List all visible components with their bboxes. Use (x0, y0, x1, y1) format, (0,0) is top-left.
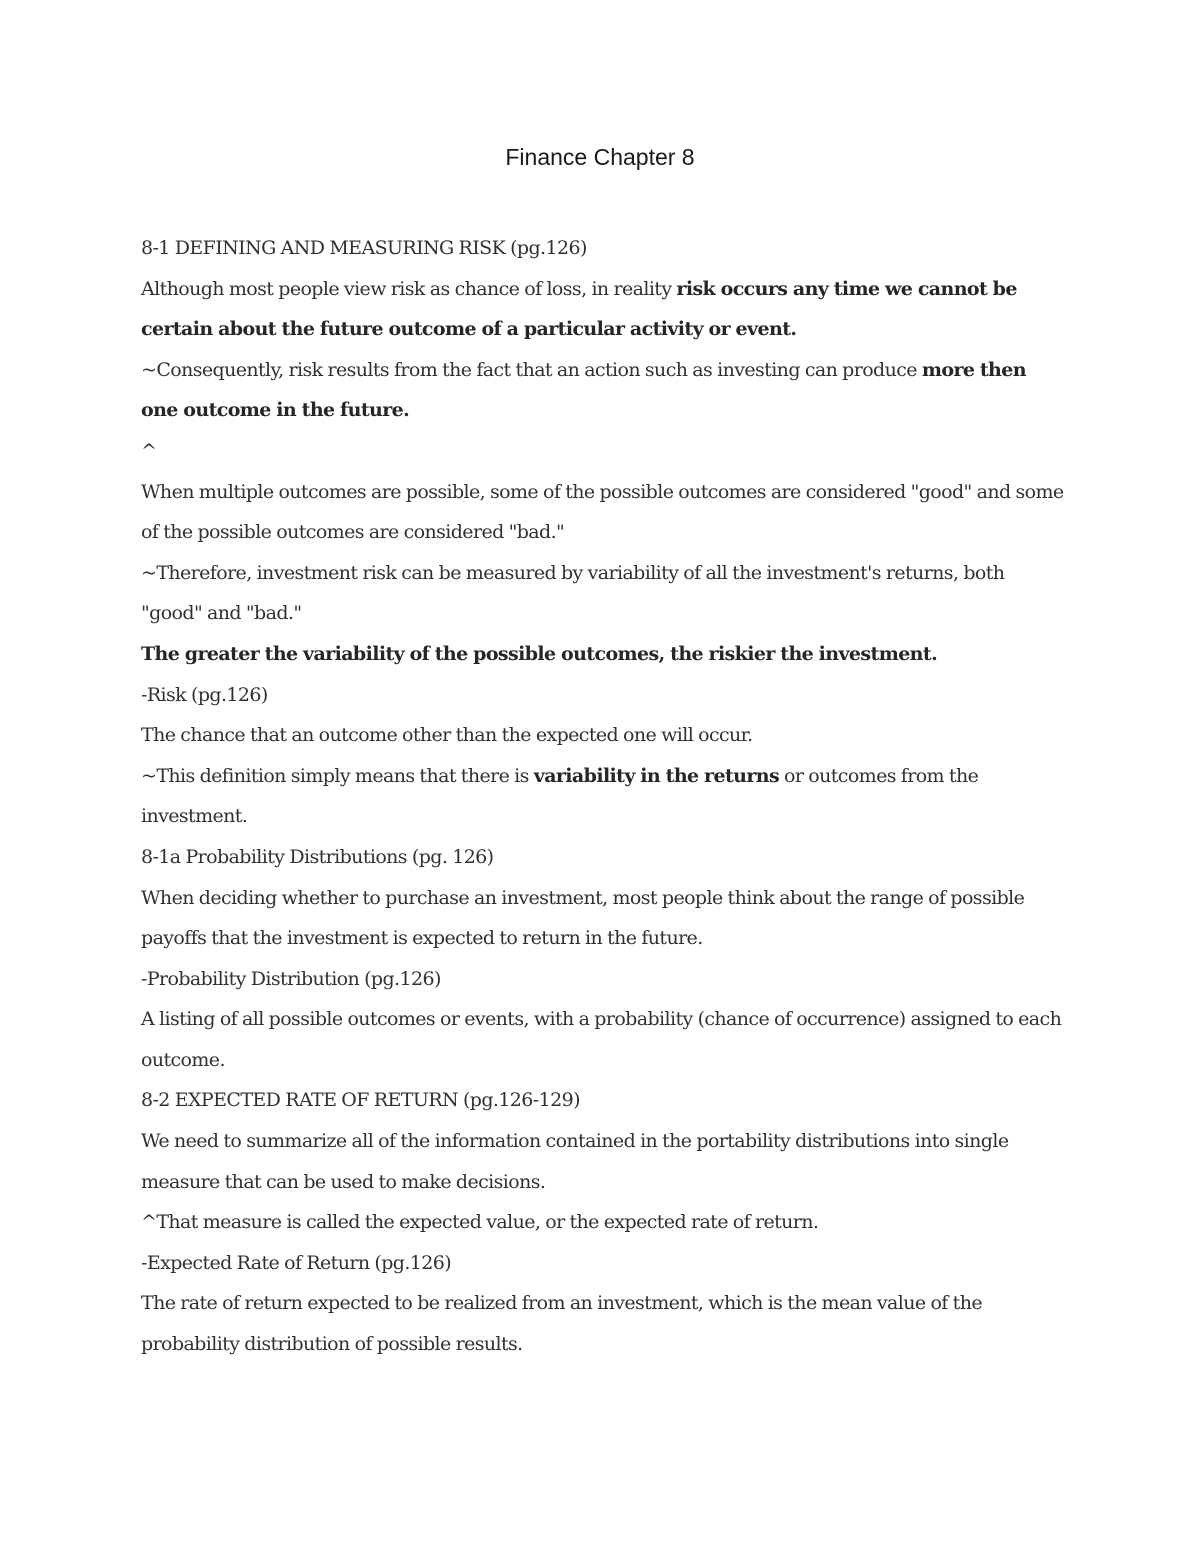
section-heading-8-1: 8-1 DEFINING AND MEASURING RISK (pg.126) (141, 237, 587, 259)
paragraph-expected-value: ^That measure is called the expected value, or the expected rate of return. (141, 1211, 819, 1234)
section-heading-8-1a: 8-1a Probability Distributions (pg. 126) (141, 845, 494, 868)
paragraph-risk-intro (141, 269, 1066, 350)
term-risk: -Risk (pg.126) (141, 683, 268, 706)
term-expected-rate-of-return: -Expected Rate of Return (pg.126) (141, 1251, 452, 1274)
paragraph-consequently (141, 350, 1066, 431)
document-body (141, 228, 1066, 1365)
paragraph-text: ~Consequently, risk results from the fact that an action such as investing can produce (141, 358, 922, 381)
term-probability-distribution: -Probability Distribution (pg.126) (141, 967, 441, 990)
definition-probability-distribution: A listing of all possible outcomes or events, with a probability (chance of occurrence) assigned to each outcome. (141, 1008, 1062, 1071)
document-title: Finance Chapter 8 (505, 144, 695, 170)
paragraph-therefore: ~Therefore, investment risk can be measured by variability of all the investment's returns, both "good" and "bad." (141, 561, 1005, 625)
paragraph-text: Although most people view risk as chance of loss, in reality (141, 277, 677, 300)
paragraph-multiple-outcomes: When multiple outcomes are possible, some of the possible outcomes are considered "good" and some of the possible outcomes are considered "bad." (141, 480, 1064, 544)
definition-risk: The chance that an outcome other than the expected one will occur. (141, 724, 753, 747)
paragraph-key-statement (141, 634, 1066, 675)
bold-emphasis: variability in the returns (533, 764, 780, 787)
paragraph-definition-meaning (141, 756, 1066, 837)
paragraph-text: ~This definition simply means that there is (141, 764, 534, 787)
paragraph-purchase-decision: When deciding whether to purchase an investment, most people think about the range of possible payoffs that the investment is expected to return in the future. (141, 886, 1025, 950)
bold-emphasis: more then one outcome in the future. (141, 358, 1026, 422)
section-heading-8-2: 8-2 EXPECTED RATE OF RETURN (pg.126-129) (141, 1089, 580, 1112)
paragraph-summarize: We need to summarize all of the information contained in the portability distributions into single measure that can be used to make decisions. (141, 1130, 1009, 1193)
bold-emphasis: risk occurs any time we cannot be certain about the future outcome of a particular activity or event. (141, 277, 1017, 341)
definition-expected-rate-of-return: The rate of return expected to be realized from an investment, which is the mean value of the probability distribution of possible results. (141, 1292, 982, 1356)
paragraph-text: or outcomes from the investment. (141, 764, 979, 828)
caret-line: ^ (141, 439, 157, 462)
bold-emphasis: The greater the variability of the possible outcomes, the riskier the investment. (141, 642, 938, 665)
